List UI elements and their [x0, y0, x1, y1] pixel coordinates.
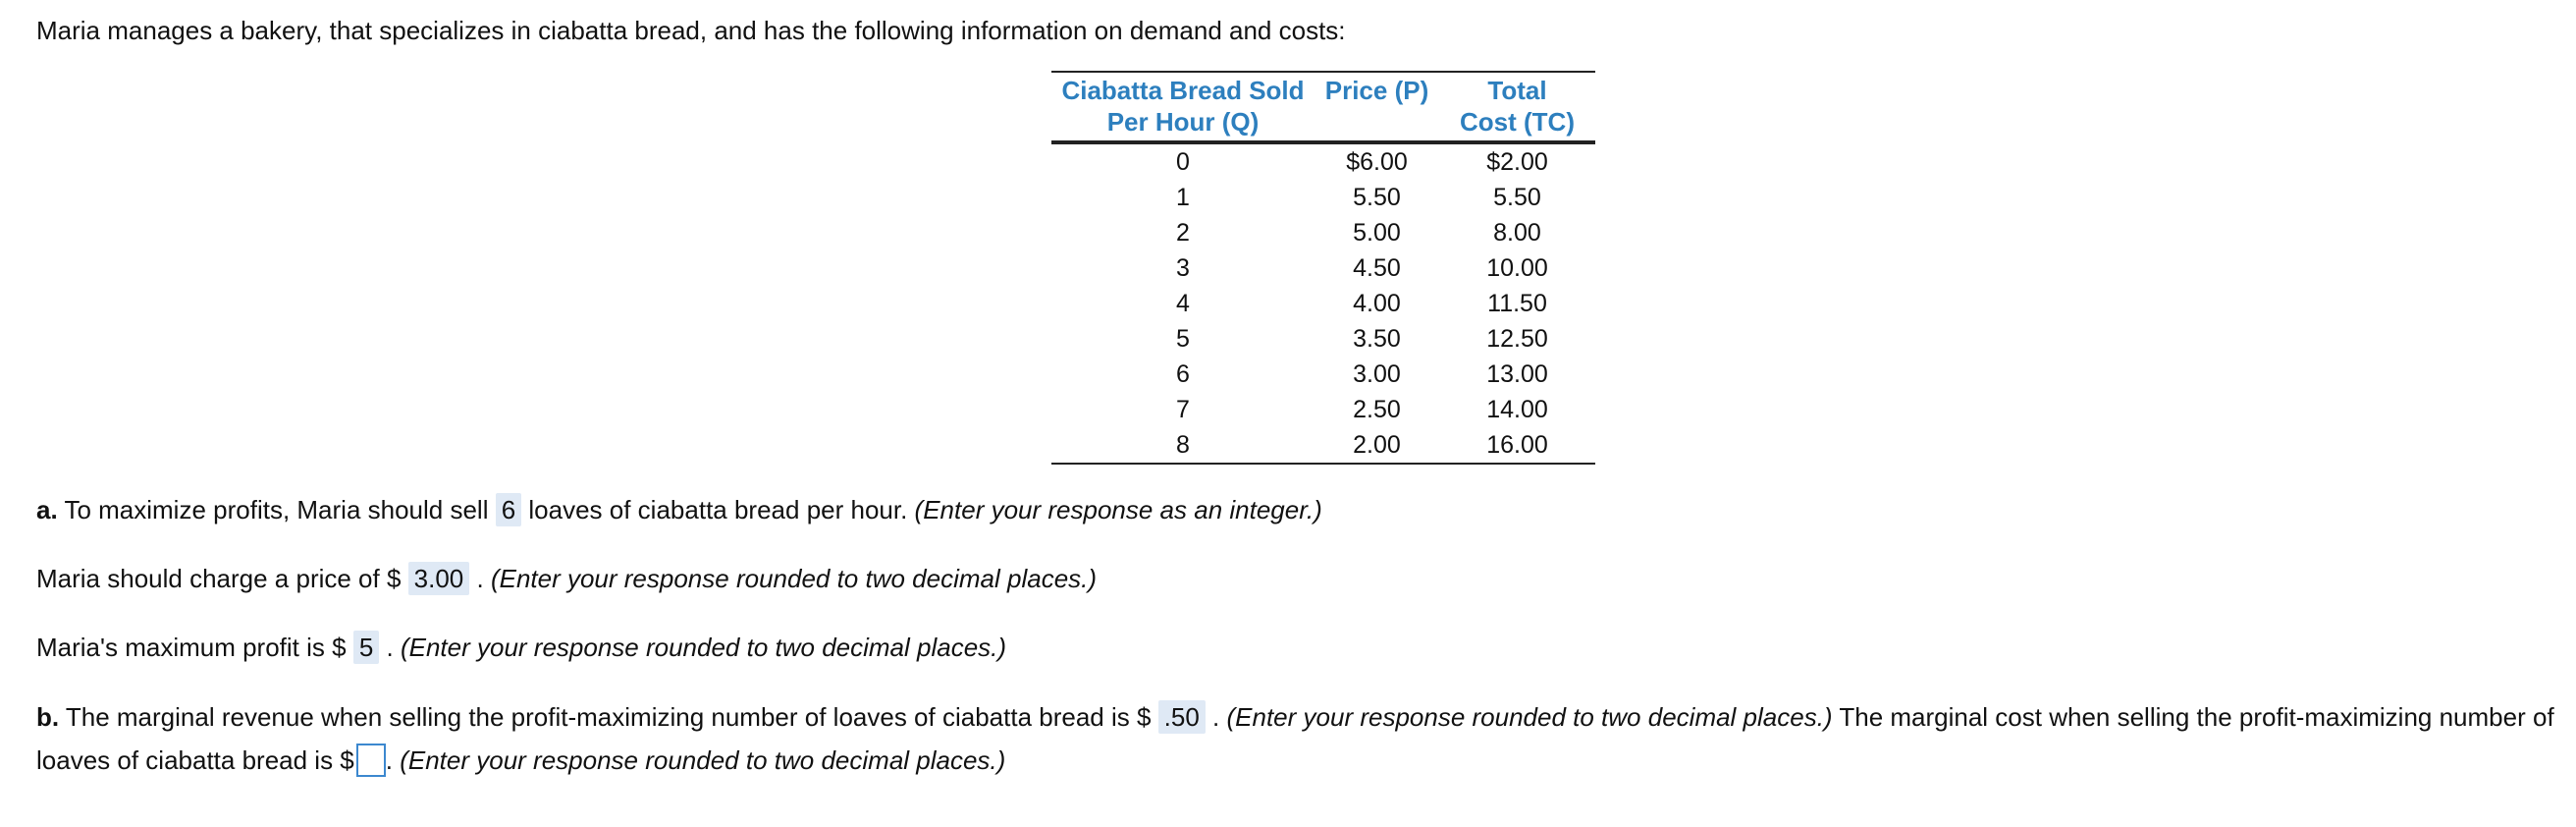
question-b-marginal-revenue: [36, 700, 2554, 734]
question-a-quantity: [36, 493, 1322, 526]
cell-quantity: 8: [1176, 430, 1190, 459]
header-price: [1315, 72, 1439, 142]
cell-quantity: 5: [1176, 324, 1190, 353]
part-b-label: b.: [36, 702, 60, 732]
quantity-answer-field[interactable]: 6: [496, 493, 521, 526]
cell-total-cost: 13.00: [1486, 359, 1548, 388]
question-profit-text-after: .: [379, 633, 401, 662]
question-a-text-after: loaves of ciabatta bread per hour.: [521, 495, 915, 524]
question-b-text-after: .: [1205, 702, 1227, 732]
question-profit: [36, 631, 1006, 664]
question-b-line2-hint: (Enter your response rounded to two decimal places.): [400, 745, 1006, 775]
cell-total-cost: $2.00: [1486, 147, 1548, 176]
question-profit-hint: (Enter your response rounded to two decimal places.): [400, 633, 1007, 662]
table-row: [1051, 215, 1595, 250]
demand-cost-table-container: [1051, 71, 1595, 465]
table-row: [1051, 180, 1595, 215]
cell-price: 3.00: [1353, 359, 1401, 388]
cell-total-cost: 11.50: [1487, 289, 1547, 317]
cell-quantity: 4: [1176, 289, 1190, 317]
question-b-line2-text: loaves of ciabatta bread is $: [36, 745, 354, 775]
table-row: [1051, 357, 1595, 392]
cell-price: 5.50: [1353, 183, 1401, 211]
question-b-tail: The marginal cost when selling the profit-maximizing number of: [1832, 702, 2554, 732]
table-row: [1051, 142, 1595, 180]
question-price-text-after: .: [469, 564, 491, 593]
table-header-row: [1051, 72, 1595, 142]
question-a-hint: (Enter your response as an integer.): [914, 495, 1322, 524]
question-price-hint: (Enter your response rounded to two decimal places.): [490, 564, 1098, 593]
cell-quantity: 3: [1176, 253, 1190, 282]
cell-quantity: 1: [1176, 183, 1190, 211]
profit-answer-field[interactable]: 5: [353, 631, 379, 664]
problem-intro: Maria manages a bakery, that specializes in ciabatta bread, and has the following information on demand and costs:: [36, 16, 1346, 45]
marginal-revenue-answer-field[interactable]: .50: [1158, 700, 1206, 734]
header-total-cost: [1439, 72, 1595, 142]
cell-price: 4.50: [1353, 253, 1401, 282]
question-a-text: To maximize profits, Maria should sell: [57, 495, 496, 524]
header-total-cost-line1: Total: [1487, 76, 1547, 105]
question-price-text: Maria should charge a price of $: [36, 564, 408, 593]
question-b-marginal-cost: [36, 744, 1005, 779]
cell-price: 2.50: [1353, 395, 1401, 423]
cell-total-cost: 10.00: [1486, 253, 1548, 282]
cell-price: 2.00: [1353, 430, 1401, 459]
table-row: [1051, 250, 1595, 286]
header-quantity-line2: Per Hour (Q): [1106, 107, 1260, 137]
question-b-text: The marginal revenue when selling the profit-maximizing number of loaves of ciabatta bread is $: [59, 702, 1158, 732]
cell-total-cost: 12.50: [1486, 324, 1548, 353]
table-row: [1051, 427, 1595, 464]
part-a-label: a.: [36, 495, 58, 524]
cell-quantity: 0: [1176, 147, 1190, 176]
header-price-line1: Price (P): [1324, 76, 1429, 105]
demand-cost-table: [1051, 71, 1595, 465]
cell-total-cost: 16.00: [1486, 430, 1548, 459]
header-total-cost-line2: Cost (TC): [1460, 107, 1575, 137]
question-b-line2-after: .: [385, 745, 401, 775]
cell-price: $6.00: [1346, 147, 1408, 176]
cell-quantity: 2: [1176, 218, 1190, 247]
header-quantity: [1051, 72, 1315, 142]
cell-total-cost: 8.00: [1493, 218, 1541, 247]
table-row: [1051, 286, 1595, 321]
cell-price: 3.50: [1353, 324, 1401, 353]
question-b-hint: (Enter your response rounded to two decimal places.): [1226, 702, 1833, 732]
cell-total-cost: 5.50: [1493, 183, 1541, 211]
question-profit-text: Maria's maximum profit is $: [36, 633, 353, 662]
cell-quantity: 7: [1176, 395, 1190, 423]
header-quantity-line1: Ciabatta Bread Sold: [1061, 76, 1305, 105]
price-answer-field[interactable]: 3.00: [408, 562, 470, 595]
table-row: [1051, 392, 1595, 427]
cell-price: 4.00: [1353, 289, 1401, 317]
cell-price: 5.00: [1353, 218, 1401, 247]
question-price: [36, 562, 1097, 595]
cell-quantity: 6: [1176, 359, 1190, 388]
cell-total-cost: 14.00: [1486, 395, 1548, 423]
marginal-cost-input[interactable]: [356, 744, 386, 777]
table-row: [1051, 321, 1595, 357]
